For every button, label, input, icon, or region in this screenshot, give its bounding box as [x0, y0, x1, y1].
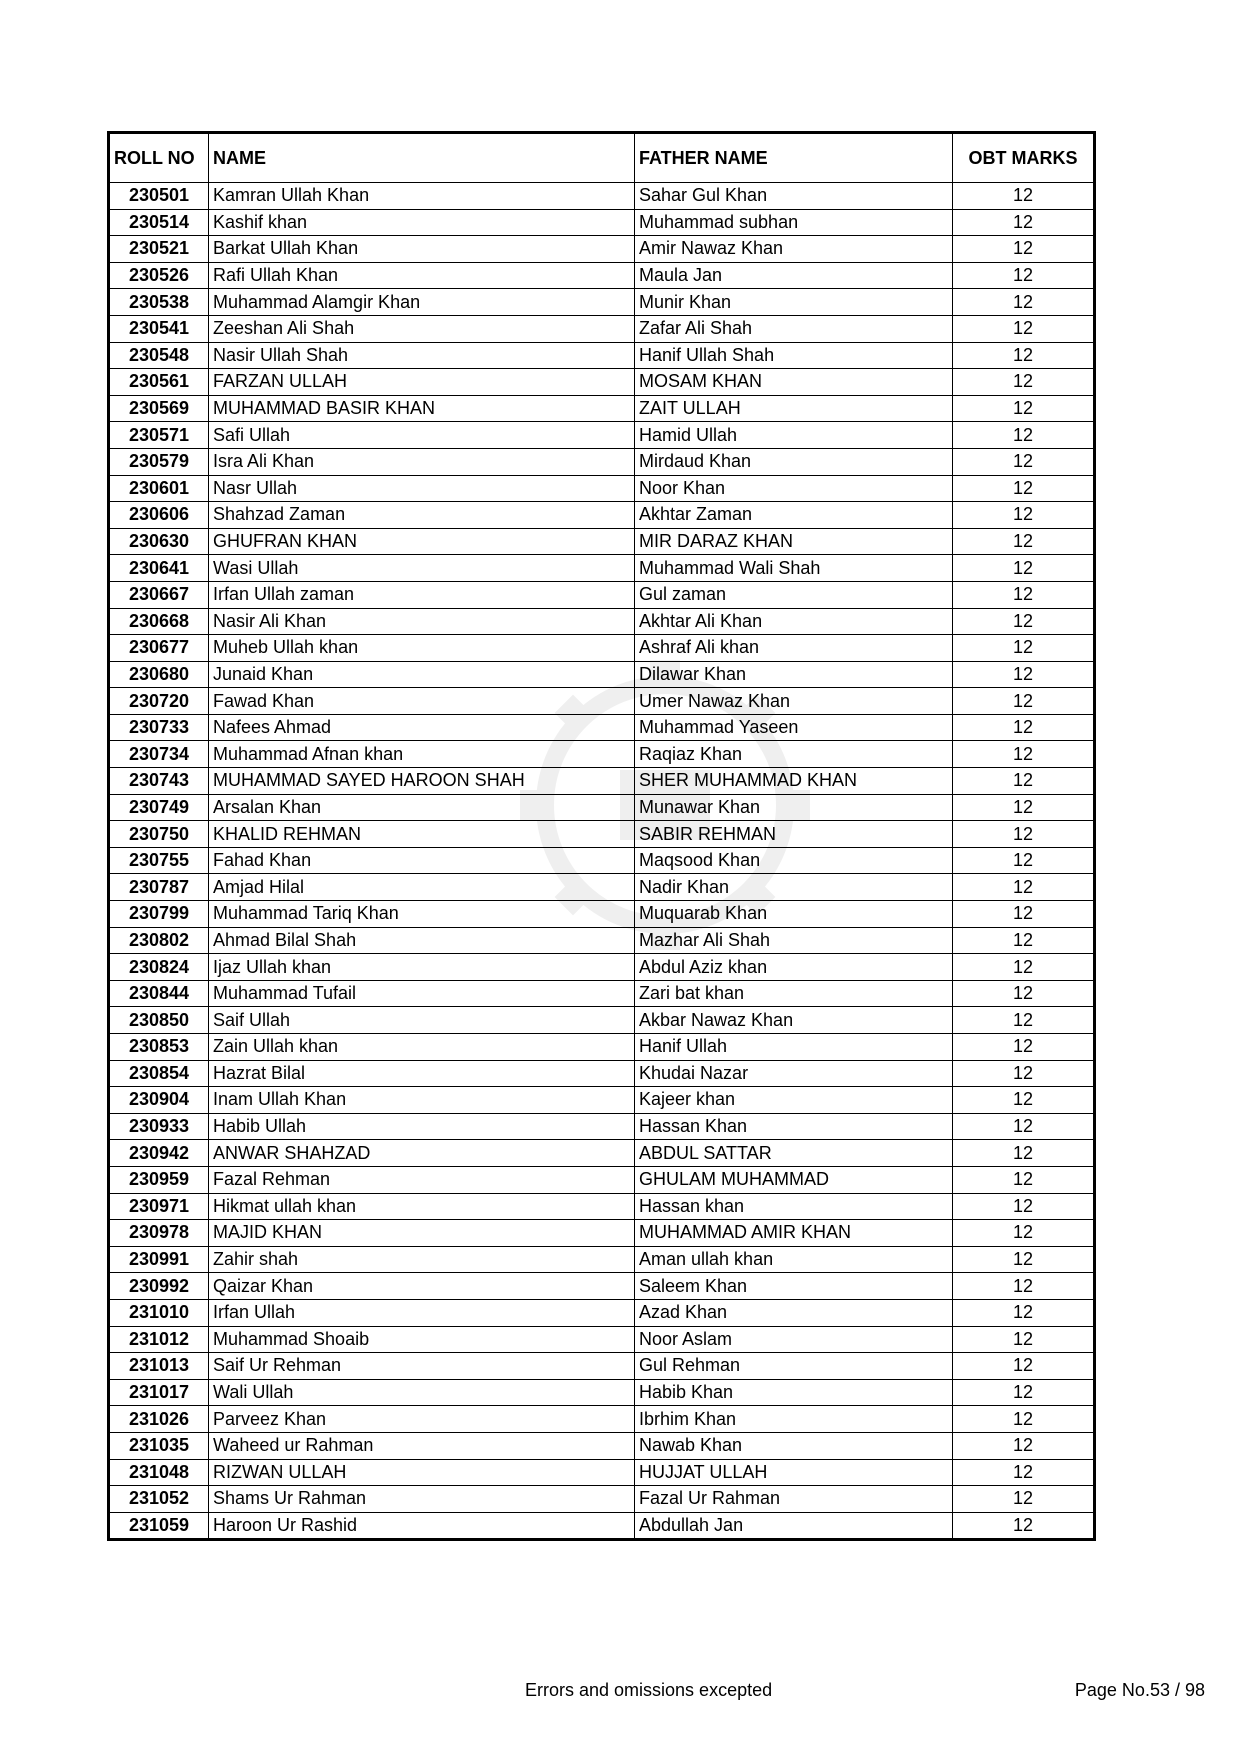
table-row [109, 1166, 1095, 1193]
table-row [109, 661, 1095, 688]
marks-cell: 12 [953, 395, 1095, 422]
roll-no-cell: 230750 [109, 821, 209, 848]
father-name-cell: ZAIT ULLAH [635, 395, 953, 422]
table-row [109, 980, 1095, 1007]
table-row [109, 1353, 1095, 1380]
father-name-cell: Zafar Ali Shah [635, 315, 953, 342]
roll-no-cell: 230538 [109, 289, 209, 316]
roll-no-cell: 231052 [109, 1486, 209, 1513]
name-cell: Safi Ullah [209, 422, 635, 449]
marks-cell: 12 [953, 1353, 1095, 1380]
name-cell: Muhammad Tariq Khan [209, 901, 635, 928]
roll-no-cell: 231048 [109, 1459, 209, 1486]
roll-no-cell: 230501 [109, 183, 209, 210]
name-cell: Zahir shah [209, 1246, 635, 1273]
name-cell: Parveez Khan [209, 1406, 635, 1433]
table-row [109, 927, 1095, 954]
father-name-cell: Hanif Ullah Shah [635, 342, 953, 369]
father-name-cell: SHER MUHAMMAD KHAN [635, 768, 953, 795]
roll-no-cell: 231035 [109, 1432, 209, 1459]
marks-cell: 12 [953, 289, 1095, 316]
table-row [109, 714, 1095, 741]
table-row [109, 608, 1095, 635]
marks-cell: 12 [953, 954, 1095, 981]
father-name-cell: Noor Aslam [635, 1326, 953, 1353]
name-cell: RIZWAN ULLAH [209, 1459, 635, 1486]
name-cell: Shahzad Zaman [209, 502, 635, 529]
table-row [109, 183, 1095, 210]
footer-note: Errors and omissions excepted [525, 1680, 773, 1700]
name-cell: Qaizar Khan [209, 1273, 635, 1300]
roll-no-cell: 230569 [109, 395, 209, 422]
father-name-cell: Munir Khan [635, 289, 953, 316]
roll-no-cell: 230853 [109, 1034, 209, 1061]
father-name-cell: Gul zaman [635, 581, 953, 608]
father-name-cell: Dilawar Khan [635, 661, 953, 688]
roll-no-cell: 230734 [109, 741, 209, 768]
table-row [109, 1034, 1095, 1061]
father-name-cell: Ibrhim Khan [635, 1406, 953, 1433]
name-cell: Kashif khan [209, 209, 635, 236]
marks-cell: 12 [953, 475, 1095, 502]
marks-cell: 12 [953, 1034, 1095, 1061]
name-cell: Ijaz Ullah khan [209, 954, 635, 981]
father-name-cell: Maqsood Khan [635, 847, 953, 874]
table-row [109, 1379, 1095, 1406]
table-row [109, 555, 1095, 582]
name-cell: Inam Ullah Khan [209, 1087, 635, 1114]
father-name-cell: Saleem Khan [635, 1273, 953, 1300]
roll-no-cell: 230733 [109, 714, 209, 741]
marks-cell: 12 [953, 1246, 1095, 1273]
father-name-cell: SABIR REHMAN [635, 821, 953, 848]
marks-cell: 12 [953, 1007, 1095, 1034]
marks-cell: 12 [953, 1193, 1095, 1220]
roll-no-cell: 230971 [109, 1193, 209, 1220]
name-cell: MUHAMMAD SAYED HAROON SHAH [209, 768, 635, 795]
father-name-cell: Gul Rehman [635, 1353, 953, 1380]
marks-cell: 12 [953, 608, 1095, 635]
father-name-cell: Amir Nawaz Khan [635, 236, 953, 263]
table-row [109, 688, 1095, 715]
name-cell: Wasi Ullah [209, 555, 635, 582]
marks-cell: 12 [953, 236, 1095, 263]
roll-no-cell: 230521 [109, 236, 209, 263]
table-row [109, 741, 1095, 768]
father-name-cell: MOSAM KHAN [635, 369, 953, 396]
name-cell: Muhammad Alamgir Khan [209, 289, 635, 316]
marks-cell: 12 [953, 1060, 1095, 1087]
roll-no-cell: 230641 [109, 555, 209, 582]
table-row [109, 901, 1095, 928]
marks-cell: 12 [953, 1406, 1095, 1433]
table-row [109, 874, 1095, 901]
father-name-cell: Munawar Khan [635, 794, 953, 821]
roll-no-cell: 230755 [109, 847, 209, 874]
table-row [109, 1193, 1095, 1220]
roll-no-cell: 230991 [109, 1246, 209, 1273]
name-cell: Haroon Ur Rashid [209, 1512, 635, 1540]
roll-no-cell: 231026 [109, 1406, 209, 1433]
father-name-cell: Fazal Ur Rahman [635, 1486, 953, 1513]
name-cell: Hazrat Bilal [209, 1060, 635, 1087]
roll-no-cell: 230680 [109, 661, 209, 688]
name-cell: Irfan Ullah [209, 1299, 635, 1326]
roll-no-cell: 230548 [109, 342, 209, 369]
table-row [109, 502, 1095, 529]
father-name-cell: Hamid Ullah [635, 422, 953, 449]
father-name-cell: Sahar Gul Khan [635, 183, 953, 210]
marks-cell: 12 [953, 555, 1095, 582]
table-row [109, 1060, 1095, 1087]
father-name-cell: Akbar Nawaz Khan [635, 1007, 953, 1034]
table-row [109, 1326, 1095, 1353]
roll-no-cell: 230526 [109, 262, 209, 289]
name-cell: Barkat Ullah Khan [209, 236, 635, 263]
page-number: Page No.53 / 98 [1074, 1680, 1205, 1700]
roll-no-cell: 230571 [109, 422, 209, 449]
marks-cell: 12 [953, 794, 1095, 821]
marks-cell: 12 [953, 1326, 1095, 1353]
marks-cell: 12 [953, 847, 1095, 874]
name-cell: MAJID KHAN [209, 1220, 635, 1247]
father-name-cell: Azad Khan [635, 1299, 953, 1326]
roll-no-cell: 230850 [109, 1007, 209, 1034]
roll-no-cell: 230824 [109, 954, 209, 981]
name-cell: Muhammad Afnan khan [209, 741, 635, 768]
father-name-cell: Aman ullah khan [635, 1246, 953, 1273]
table-row [109, 448, 1095, 475]
table-row [109, 1406, 1095, 1433]
name-cell: KHALID REHMAN [209, 821, 635, 848]
marks-cell: 12 [953, 502, 1095, 529]
table-row [109, 236, 1095, 263]
father-name-cell: Mirdaud Khan [635, 448, 953, 475]
roll-no-cell: 230668 [109, 608, 209, 635]
table-row [109, 1459, 1095, 1486]
marks-cell: 12 [953, 448, 1095, 475]
marks-cell: 12 [953, 661, 1095, 688]
father-name-cell: Kajeer khan [635, 1087, 953, 1114]
name-cell: Habib Ullah [209, 1113, 635, 1140]
name-cell: Nafees Ahmad [209, 714, 635, 741]
name-cell: Fahad Khan [209, 847, 635, 874]
father-name-cell: GHULAM MUHAMMAD [635, 1166, 953, 1193]
roll-no-cell: 231010 [109, 1299, 209, 1326]
marks-cell: 12 [953, 1459, 1095, 1486]
father-name-cell: Habib Khan [635, 1379, 953, 1406]
table-row [109, 1113, 1095, 1140]
table-row [109, 369, 1095, 396]
table-row [109, 315, 1095, 342]
table-row [109, 289, 1095, 316]
table-row [109, 954, 1095, 981]
roll-no-cell: 230743 [109, 768, 209, 795]
name-cell: Fawad Khan [209, 688, 635, 715]
name-cell: Isra Ali Khan [209, 448, 635, 475]
name-cell: Hikmat ullah khan [209, 1193, 635, 1220]
name-cell: GHUFRAN KHAN [209, 528, 635, 555]
marks-cell: 12 [953, 927, 1095, 954]
father-name-cell: Raqiaz Khan [635, 741, 953, 768]
father-name-cell: Nadir Khan [635, 874, 953, 901]
roll-no-cell: 230802 [109, 927, 209, 954]
roll-no-cell: 230978 [109, 1220, 209, 1247]
roll-no-cell: 231013 [109, 1353, 209, 1380]
name-cell: Arsalan Khan [209, 794, 635, 821]
marks-cell: 12 [953, 1486, 1095, 1513]
marks-cell: 12 [953, 422, 1095, 449]
roll-no-cell: 230677 [109, 635, 209, 662]
marks-cell: 12 [953, 635, 1095, 662]
marks-cell: 12 [953, 1299, 1095, 1326]
marks-cell: 12 [953, 209, 1095, 236]
name-cell: Kamran Ullah Khan [209, 183, 635, 210]
table-row [109, 635, 1095, 662]
roll-no-cell: 230959 [109, 1166, 209, 1193]
table-row [109, 1512, 1095, 1540]
table-row [109, 1140, 1095, 1167]
table-row [109, 209, 1095, 236]
father-name-cell: Nawab Khan [635, 1432, 953, 1459]
results-table [107, 131, 1096, 1541]
name-cell: Irfan Ullah zaman [209, 581, 635, 608]
roll-no-cell: 230933 [109, 1113, 209, 1140]
father-name-cell: Hassan khan [635, 1193, 953, 1220]
table-row [109, 847, 1095, 874]
table-row [109, 794, 1095, 821]
father-name-cell: Noor Khan [635, 475, 953, 502]
father-name-cell: Muhammad subhan [635, 209, 953, 236]
table-row [109, 768, 1095, 795]
father-name-cell: Zari bat khan [635, 980, 953, 1007]
father-name-cell: Muquarab Khan [635, 901, 953, 928]
roll-no-cell: 231012 [109, 1326, 209, 1353]
marks-cell: 12 [953, 1113, 1095, 1140]
father-name-cell: Abdullah Jan [635, 1512, 953, 1540]
roll-no-cell: 230541 [109, 315, 209, 342]
table-row [109, 262, 1095, 289]
roll-no-cell: 230942 [109, 1140, 209, 1167]
roll-no-cell: 230514 [109, 209, 209, 236]
roll-no-cell: 230720 [109, 688, 209, 715]
roll-no-cell: 230749 [109, 794, 209, 821]
table-row [109, 1432, 1095, 1459]
marks-cell: 12 [953, 342, 1095, 369]
father-name-cell: Abdul Aziz khan [635, 954, 953, 981]
name-cell: FARZAN ULLAH [209, 369, 635, 396]
marks-cell: 12 [953, 768, 1095, 795]
father-name-cell: Muhammad Wali Shah [635, 555, 953, 582]
father-name-cell: Ashraf Ali khan [635, 635, 953, 662]
name-cell: Saif Ullah [209, 1007, 635, 1034]
marks-cell: 12 [953, 980, 1095, 1007]
roll-no-cell: 230667 [109, 581, 209, 608]
marks-cell: 12 [953, 714, 1095, 741]
name-cell: Shams Ur Rahman [209, 1486, 635, 1513]
marks-cell: 12 [953, 528, 1095, 555]
father-name-cell: HUJJAT ULLAH [635, 1459, 953, 1486]
table-row [109, 342, 1095, 369]
father-name-cell: Umer Nawaz Khan [635, 688, 953, 715]
name-cell: Fazal Rehman [209, 1166, 635, 1193]
marks-cell: 12 [953, 1140, 1095, 1167]
roll-no-cell: 230561 [109, 369, 209, 396]
marks-cell: 12 [953, 1220, 1095, 1247]
name-cell: Rafi Ullah Khan [209, 262, 635, 289]
roll-no-cell: 230630 [109, 528, 209, 555]
name-cell: Junaid Khan [209, 661, 635, 688]
name-cell: Saif Ur Rehman [209, 1353, 635, 1380]
marks-cell: 12 [953, 1087, 1095, 1114]
header-obt-marks: OBT MARKS [953, 133, 1095, 183]
roll-no-cell: 231059 [109, 1512, 209, 1540]
marks-cell: 12 [953, 581, 1095, 608]
table-row [109, 1246, 1095, 1273]
table-row [109, 1007, 1095, 1034]
marks-cell: 12 [953, 183, 1095, 210]
header-roll-no: ROLL NO [109, 133, 209, 183]
father-name-cell: Hanif Ullah [635, 1034, 953, 1061]
father-name-cell: Akhtar Zaman [635, 502, 953, 529]
roll-no-cell: 230844 [109, 980, 209, 1007]
father-name-cell: Muhammad Yaseen [635, 714, 953, 741]
marks-cell: 12 [953, 741, 1095, 768]
name-cell: MUHAMMAD BASIR KHAN [209, 395, 635, 422]
marks-cell: 12 [953, 1379, 1095, 1406]
table-row [109, 1273, 1095, 1300]
table-row [109, 581, 1095, 608]
marks-cell: 12 [953, 1166, 1095, 1193]
roll-no-cell: 231017 [109, 1379, 209, 1406]
father-name-cell: Mazhar Ali Shah [635, 927, 953, 954]
name-cell: Nasir Ullah Shah [209, 342, 635, 369]
roll-no-cell: 230904 [109, 1087, 209, 1114]
marks-cell: 12 [953, 1273, 1095, 1300]
table-row [109, 422, 1095, 449]
roll-no-cell: 230787 [109, 874, 209, 901]
marks-cell: 12 [953, 315, 1095, 342]
father-name-cell: Hassan Khan [635, 1113, 953, 1140]
marks-cell: 12 [953, 1432, 1095, 1459]
name-cell: ANWAR SHAHZAD [209, 1140, 635, 1167]
marks-cell: 12 [953, 688, 1095, 715]
marks-cell: 12 [953, 262, 1095, 289]
father-name-cell: Akhtar Ali Khan [635, 608, 953, 635]
name-cell: Zeeshan Ali Shah [209, 315, 635, 342]
name-cell: Muhammad Tufail [209, 980, 635, 1007]
header-name: NAME [209, 133, 635, 183]
marks-cell: 12 [953, 874, 1095, 901]
header-father-name: FATHER NAME [635, 133, 953, 183]
name-cell: Amjad Hilal [209, 874, 635, 901]
name-cell: Nasr Ullah [209, 475, 635, 502]
table-header-row [109, 133, 1095, 183]
name-cell: Muheb Ullah khan [209, 635, 635, 662]
table-row [109, 395, 1095, 422]
table-row [109, 528, 1095, 555]
marks-cell: 12 [953, 1512, 1095, 1540]
name-cell: Waheed ur Rahman [209, 1432, 635, 1459]
father-name-cell: Maula Jan [635, 262, 953, 289]
marks-cell: 12 [953, 901, 1095, 928]
name-cell: Zain Ullah khan [209, 1034, 635, 1061]
marks-cell: 12 [953, 369, 1095, 396]
roll-no-cell: 230601 [109, 475, 209, 502]
table-row [109, 1299, 1095, 1326]
name-cell: Ahmad Bilal Shah [209, 927, 635, 954]
roll-no-cell: 230854 [109, 1060, 209, 1087]
table-row [109, 1087, 1095, 1114]
roll-no-cell: 230992 [109, 1273, 209, 1300]
roll-no-cell: 230579 [109, 448, 209, 475]
marks-cell: 12 [953, 821, 1095, 848]
roll-no-cell: 230799 [109, 901, 209, 928]
father-name-cell: ABDUL SATTAR [635, 1140, 953, 1167]
name-cell: Nasir Ali Khan [209, 608, 635, 635]
table-row [109, 1220, 1095, 1247]
father-name-cell: MUHAMMAD AMIR KHAN [635, 1220, 953, 1247]
table-row [109, 475, 1095, 502]
table-row [109, 1486, 1095, 1513]
father-name-cell: MIR DARAZ KHAN [635, 528, 953, 555]
roll-no-cell: 230606 [109, 502, 209, 529]
name-cell: Muhammad Shoaib [209, 1326, 635, 1353]
name-cell: Wali Ullah [209, 1379, 635, 1406]
father-name-cell: Khudai Nazar [635, 1060, 953, 1087]
table-row [109, 821, 1095, 848]
